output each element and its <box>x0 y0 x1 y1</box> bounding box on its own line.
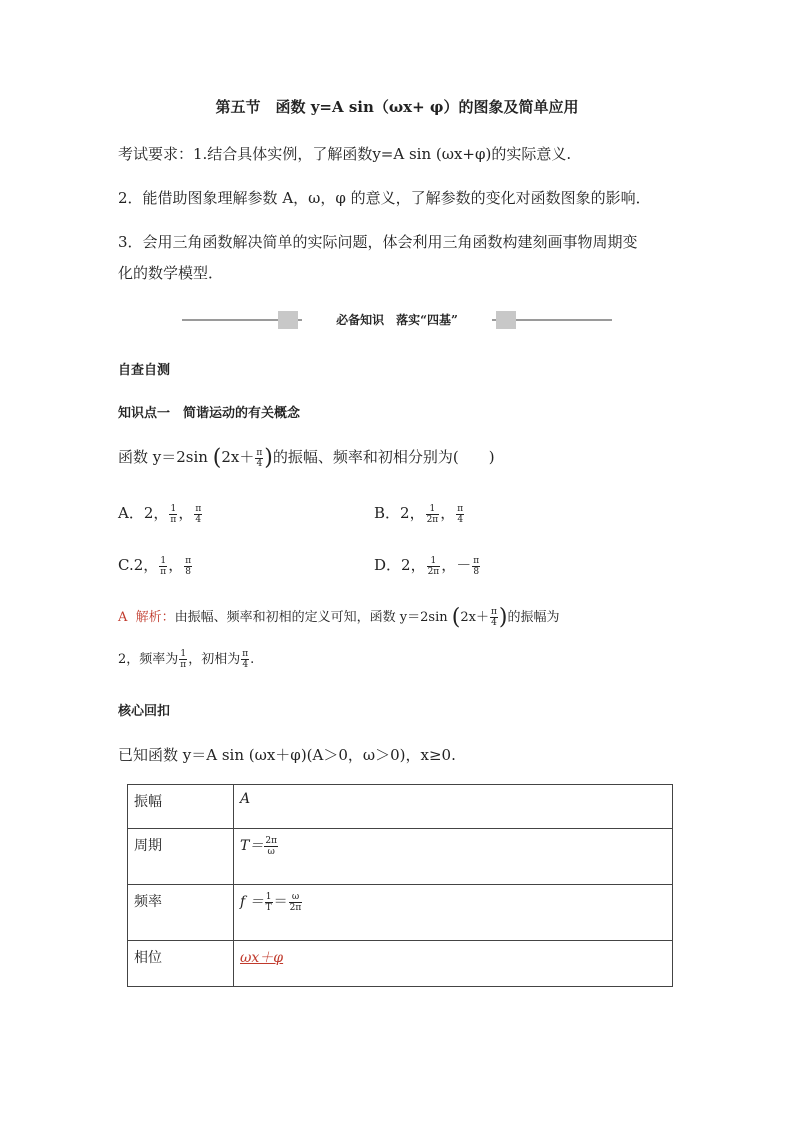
banner-block-right <box>496 311 516 329</box>
table-row <box>128 885 673 941</box>
table-value-frequency: f ＝ $\frac{1}{T}$ ＝ $\frac{\omega}{2\pi}$ <box>234 885 673 941</box>
self-check-heading: 自查自测 <box>118 363 171 378</box>
option-a: A．2， $\frac{1}{\pi}$ ， $\frac{\pi}{4}$ <box>118 503 202 525</box>
option-c: C.2， $\frac{1}{\pi}$ ， $\frac{\pi}{8}$ <box>118 555 192 577</box>
answer-line-2: 2，频率为 $\frac{1}{\pi}$ ，初相为 $\frac{\pi}{4}$ . <box>118 649 255 670</box>
answer-label: 解析： <box>135 610 175 625</box>
table-key-amplitude: 振幅 <box>128 785 234 829</box>
table-key-period: 周期 <box>128 829 234 885</box>
paren-open: ( <box>212 445 222 471</box>
option-d: D．2， $\frac{1}{2\pi}$ ，－ $\frac{\pi}{8}$ <box>374 555 480 577</box>
requirement-line-3b: 化的数学模型． <box>118 264 224 282</box>
table-row <box>128 785 673 829</box>
table-value-phase: ωx＋φ <box>234 941 673 987</box>
requirement-line-2: 2．能借助图象理解参数 A，ω，φ 的意义，了解参数的变化对函数图象的影响． <box>118 189 651 207</box>
option-b: B．2， $\frac{1}{2\pi}$ ， $\frac{\pi}{4}$ <box>374 503 464 525</box>
page-title: 第五节 函数 y=A sin（ωx+ φ）的图象及简单应用 <box>215 98 579 116</box>
requirement-line-3a: 3．会用三角函数解决简单的实际问题，体会利用三角函数构建刻画事物周期变 <box>118 233 638 251</box>
table-row <box>128 829 673 885</box>
question-inner: 2x＋ <box>221 448 255 466</box>
table-row <box>128 941 673 987</box>
question-prefix: 函数 y＝2sin <box>118 448 208 466</box>
table-key-phase: 相位 <box>128 941 234 987</box>
question-suffix: 的振幅、频率和初相分别为( ) <box>272 448 495 466</box>
knowledge-point-heading: 知识点一 简谐运动的有关概念 <box>118 406 301 421</box>
question-fraction: $\frac{\pi}{4}$ <box>256 447 263 469</box>
table-key-frequency: 频率 <box>128 885 234 941</box>
requirement-line-1: 考试要求：1.结合具体实例，了解函数y=A sin (ωx+φ)的实际意义. <box>118 145 572 163</box>
question-stem <box>118 446 495 469</box>
banner-block-left <box>278 311 298 329</box>
section-banner <box>182 311 612 329</box>
table-value-period: T＝ $\frac{2\pi}{\omega}$ <box>234 829 673 885</box>
given-function: 已知函数 y＝A sin (ωx＋φ)(A＞0，ω＞0)，x≥0. <box>118 746 456 764</box>
banner-label: 必备知识 落实“四基” <box>302 311 492 329</box>
paren-close: ) <box>264 445 273 471</box>
answer-letter: A <box>118 610 128 625</box>
core-review-heading: 核心回扣 <box>118 704 171 719</box>
table-value-amplitude: A <box>234 785 673 829</box>
answer-line-1: A 解析：由振幅、频率和初相的定义可知，函数 y＝2sin (2x＋ $\frac{\pi}{4}$ )的振幅为 <box>118 605 560 630</box>
concept-table <box>127 784 673 987</box>
